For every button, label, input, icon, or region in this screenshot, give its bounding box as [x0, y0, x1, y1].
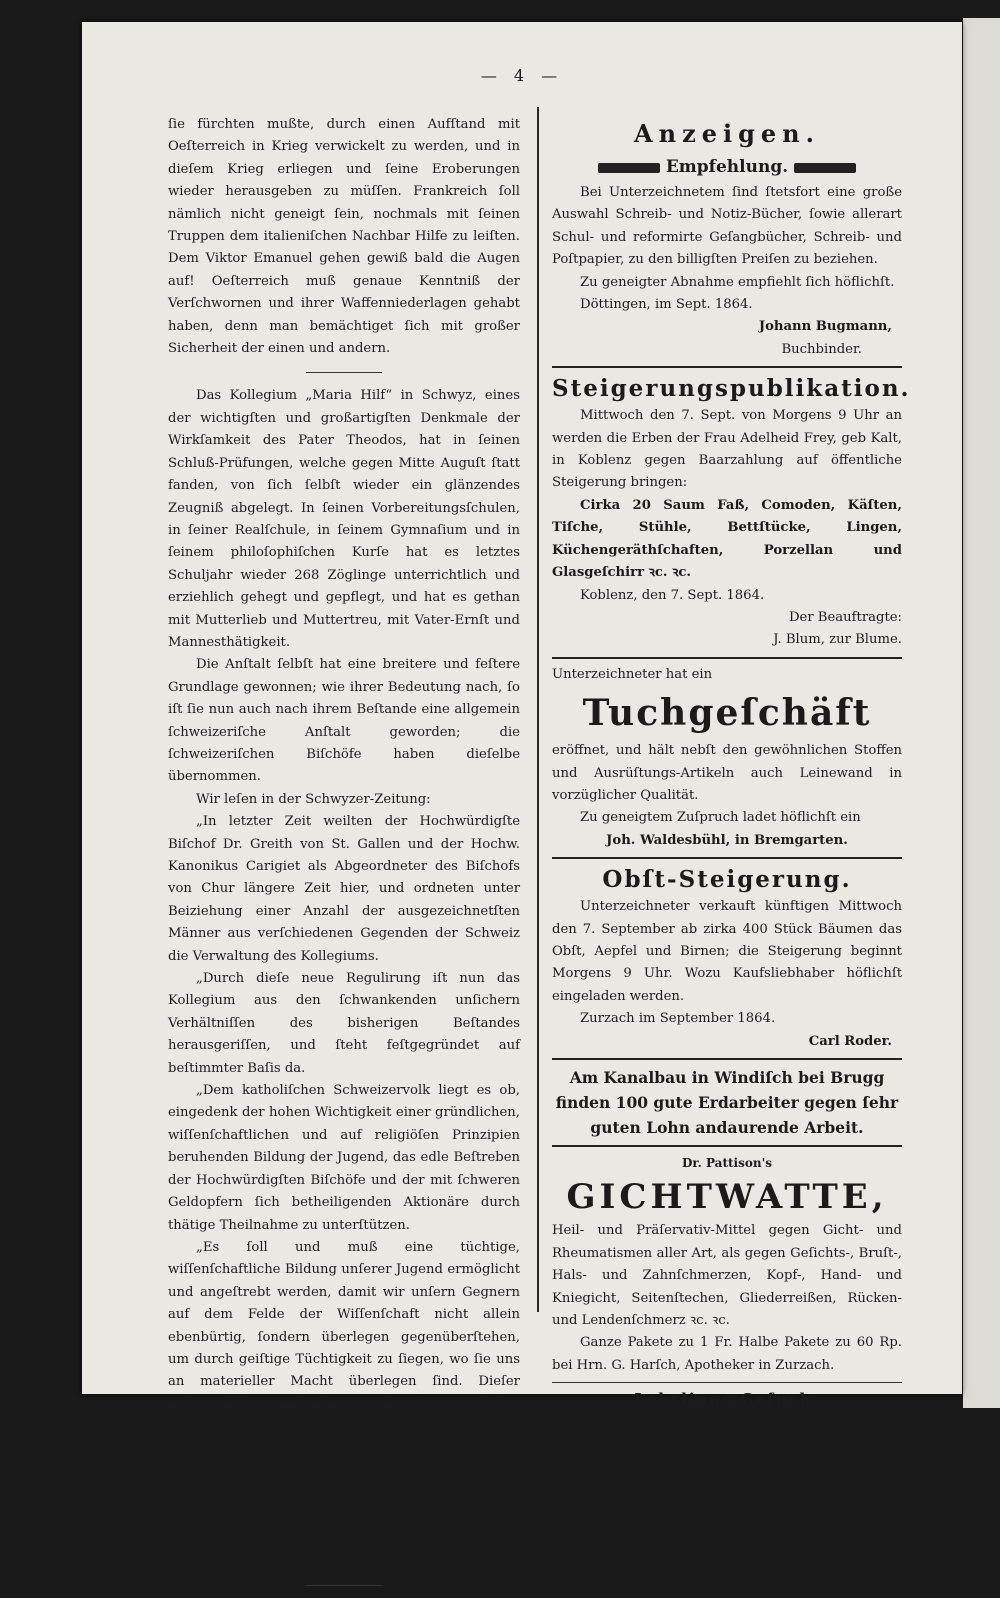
article-paragraph: „Durch dieſe neue Regulirung iſt nun das Kollegium aus den ſchwankenden unſichern Verhältniſſen des bisherigen Beſtandes herausgeriſſen, und ſteht feſtgegründet auf beſtimmter Baſis da. — [168, 971, 520, 1076]
ad-heading-steigerung: Steigerungspublikation. — [552, 375, 911, 403]
article-paragraph: „Dem katholiſchen Schweizervolk liegt es ob, eingedenk der hohen Wichtigkeit einer gründlichen, wiſſenſchaftlichen und auf religiöſen Prinzipien beruhenden Bildung der Jugend, das edle Beſtreben der Hochwürdigſten Biſchöfe und der mit ſchweren Geldopfern ſich betheiligenden Aktionäre durch thätige Theilnahme zu unterſtützen. — [168, 1083, 520, 1233]
ad-heading-tuchgeschaeft: Tuchgeſchäft — [582, 692, 872, 735]
article-paragraph: Die Anſtalt ſelbſt hat eine breitere und feſtere Grundlage gewonnen; wie ihrer Bedeutung nach, ſo iſt ſie nun auch nach ihrem Beſtande eine allgemein ſchweizeriſche Anſtalt geworden; die ſchweizeriſchen Biſchöfe haben dieſelbe übernommen. — [168, 657, 520, 785]
ad-divider — [552, 657, 902, 659]
ad-kanalbau: Am Kanalbau in Windiſch bei Brugg finden 100 gute Erdarbeiter gegen ſehr guten Lohn andaurende Arbeit. — [555, 1068, 899, 1137]
newspaper-page — [82, 22, 962, 1569]
separator — [306, 1585, 382, 1586]
ad-text: Cirka 20 Saum Faß, Comoden, Käſten, Tiſche, Stühle, Bettſtücke, Lingen, Küchengeräthſchaften, Porzellan und Glasgeſchirr ꝛc. ꝛc. — [552, 497, 902, 581]
ad-text: Wo ein ordentlicher Knabe von braven Eltern, oder wenn möglich von einem Erziehungsverein, die Schuſterprofeſſion gründlich erlernen kann, ſagt der Verleger dieſes Blattes. — [552, 1413, 902, 1496]
pointing-hand-icon — [794, 163, 856, 173]
pointing-hand-icon — [598, 163, 660, 173]
ad-divider — [552, 1382, 902, 1383]
ad-signature: Johann Bugmann, — [758, 319, 892, 335]
ad-signature: J. Blum, zur Blume. — [773, 632, 902, 648]
ad-text: Unterzeichneter hat ein — [552, 666, 713, 682]
next-page-edge — [963, 18, 1000, 1408]
article-paragraph: „In letzter Zeit weilten der Hochwürdigſte Biſchof Dr. Greith von St. Gallen und der Hochw. Kanonikus Carigiet als Abgeordneter des Biſchofs von Chur längere Zeit hier, und ordneten unter Beiziehung einer Anzahl der ausgezeichnetſten Männer aus verſchiedenen Gegenden der Schweiz die Verwaltung des Kollegiums. — [168, 814, 520, 964]
article-paragraph: Das Kollegium „Maria Hilf“ in Schwyz, eines der wichtigſten und großartigſten Denkmale der Wirkſamkeit des Pater Theodos, hat in ſeinen Schluß-Prüfungen, welche gegen Mitte Auguſt ſtatt fanden, von ſich ſelbſt wieder ein glänzendes Zeugniß abgelegt. In ſeinen Vorbereitungsſchulen, in ſeiner Realſchule, in ſeinem Gymnaſium und in ſeinem philoſophiſchen Kurſe hat es letztes Schuljahr wieder 268 Zöglinge unterrichtlich und erziehlich gehegt und gepflegt, und hat es gethan mit Mutterlieb und Muttertreu, mit Vater-Ernſt und Mannesthätigkeit. — [168, 388, 520, 650]
column-divider — [537, 107, 539, 1312]
article-paragraph: „Es ſoll und muß eine tüchtige, wiſſenſchaftliche Bildung unſerer Jugend ermöglicht und angeſtrebt werden, damit wir unſern Gegnern auf dem Felde der Wiſſenſchaft nicht allein ebenbürtig, ſondern überlegen gegenüberſtehen, um durch geiſtige Tüchtigkeit zu ſiegen, wo ſie uns an materieller Macht überlegen ſind. Dieſer gebieteriſchen Anforderung der Zeit und der Verhältniſſe der Katholiken unſeres ſchönen Vaterlandes iſt nun durch das raſtloſe Streben der Biſchöfe Genüge geſchehen, deßhalb verdienen ſie auch den Dank des Vaterlandes und die werkthätige Beihilfe derer, denen die Religion der Väter und die Erhaltung der alten Bürgertugenden und der Freiheit des Volkes am Herzen liegt.“ — [168, 1239, 520, 1569]
ad-text: Heil- und Präſervativ-Mittel gegen Gicht- und Rheumatismen aller Art, als gegen Geſichts-, Bruſt-, Hals- und Zahnſchmerzen, Kopf-, Hand- und Kniegicht, Seitenſtechen, Gliederreißen, Rücken- und Lendenſchmerz ꝛc. ꝛc. — [552, 1223, 902, 1329]
ad-text: Koblenz, den 7. Sept. 1864. — [580, 587, 765, 603]
page-number: — 4 — — [480, 66, 564, 85]
right-column — [552, 116, 911, 1500]
ad-text: Unterzeichneter verkauft künftigen Mittwoch den 7. September ab zirka 400 Stück Bäumen das Obſt, Aepfel und Birnen; die Steigerung beginnt Morgens 9 Uhr. Wozu Kaufsliebhaber höflichſt eingeladen werden. — [552, 899, 902, 1004]
separator — [306, 372, 382, 373]
ad-text: Bei Unterzeichnetem ſind ſtetsfort eine große Auswahl Schreib- und Notiz-Bücher, ſowie allerart Schul- und reformirte Geſangbücher, Schreib- und Poſtpapier, zu den billigſten Preiſen zu beziehen. — [552, 185, 902, 268]
ad-heading-gichtwatte: GICHTWATTE, — [566, 1177, 888, 1218]
ad-heading-empfehlung: Empfehlung. — [552, 152, 902, 182]
ad-text: Ganze Pakete zu 1 Fr. Halbe Pakete zu 60 Rp. bei Hrn. G. Harſch, Apotheker in Zurzach. — [552, 1335, 902, 1373]
ad-text: Döttingen, im Sept. 1864. — [580, 297, 753, 313]
ad-text: Zu geneigter Abnahme empfiehlt ſich höflichſt. — [580, 274, 895, 290]
ad-signature: Joh. Waldesbühl, in Bremgarten. — [606, 832, 848, 848]
article-paragraph: ſie fürchten mußte, durch einen Aufſtand mit Oeſterreich in Krieg verwickelt zu werden, und in dieſem Krieg erliegen und ſeine Eroberungen wieder herausgeben zu müſſen. Frankreich ſoll nämlich nicht geneigt ſein, nochmals mit ſeinen Truppen dem italieniſchen Nachbar Hilfe zu leiſten. Dem Viktor Emanuel gehen gewiß bald die Augen auf! Oeſterreich muß genaue Kenntniß der Verſchwornen und ihrer Waffenniederlagen gehabt haben, denn man bemächtiget ſich mit großer Sicherheit der einen und andern. — [168, 117, 520, 357]
ad-text: Mittwoch den 7. Sept. von Morgens 9 Uhr an werden die Erben der Frau Adelheid Frey, geb Kalt, in Koblenz gegen Baarzahlung auf öffentliche Steigerung bringen: — [552, 408, 902, 491]
ad-signature-role: Buchbinder. — [781, 341, 862, 357]
ads-title: Anzeigen. — [634, 119, 820, 148]
ad-heading-lehrling: Lehrlings-Geſuch. — [634, 1390, 820, 1409]
ad-text: Der Beauftragte: — [788, 609, 902, 625]
ad-text: eröffnet, und hält nebſt den gewöhnlichen Stoffen und Ausrüſtungs-Artikeln auch Leinewand in vorzüglicher Qualität. — [552, 743, 902, 803]
article-paragraph: Wir leſen in der Schwyzer-Zeitung: — [196, 791, 431, 807]
left-column — [168, 114, 520, 1598]
ad-text: Zurzach im September 1864. — [580, 1011, 776, 1027]
ad-text: Zu geneigtem Zuſpruch ladet höflichſt ein — [580, 810, 861, 826]
ad-divider — [552, 366, 902, 368]
ad-signature: Carl Roder. — [808, 1033, 892, 1049]
ad-heading-obst: Obſt-Steigerung. — [602, 866, 852, 894]
ad-divider — [552, 1058, 902, 1060]
ad-divider — [552, 857, 902, 859]
ad-divider — [552, 1145, 902, 1147]
ad-subheading: Dr. Pattison's — [681, 1156, 773, 1170]
